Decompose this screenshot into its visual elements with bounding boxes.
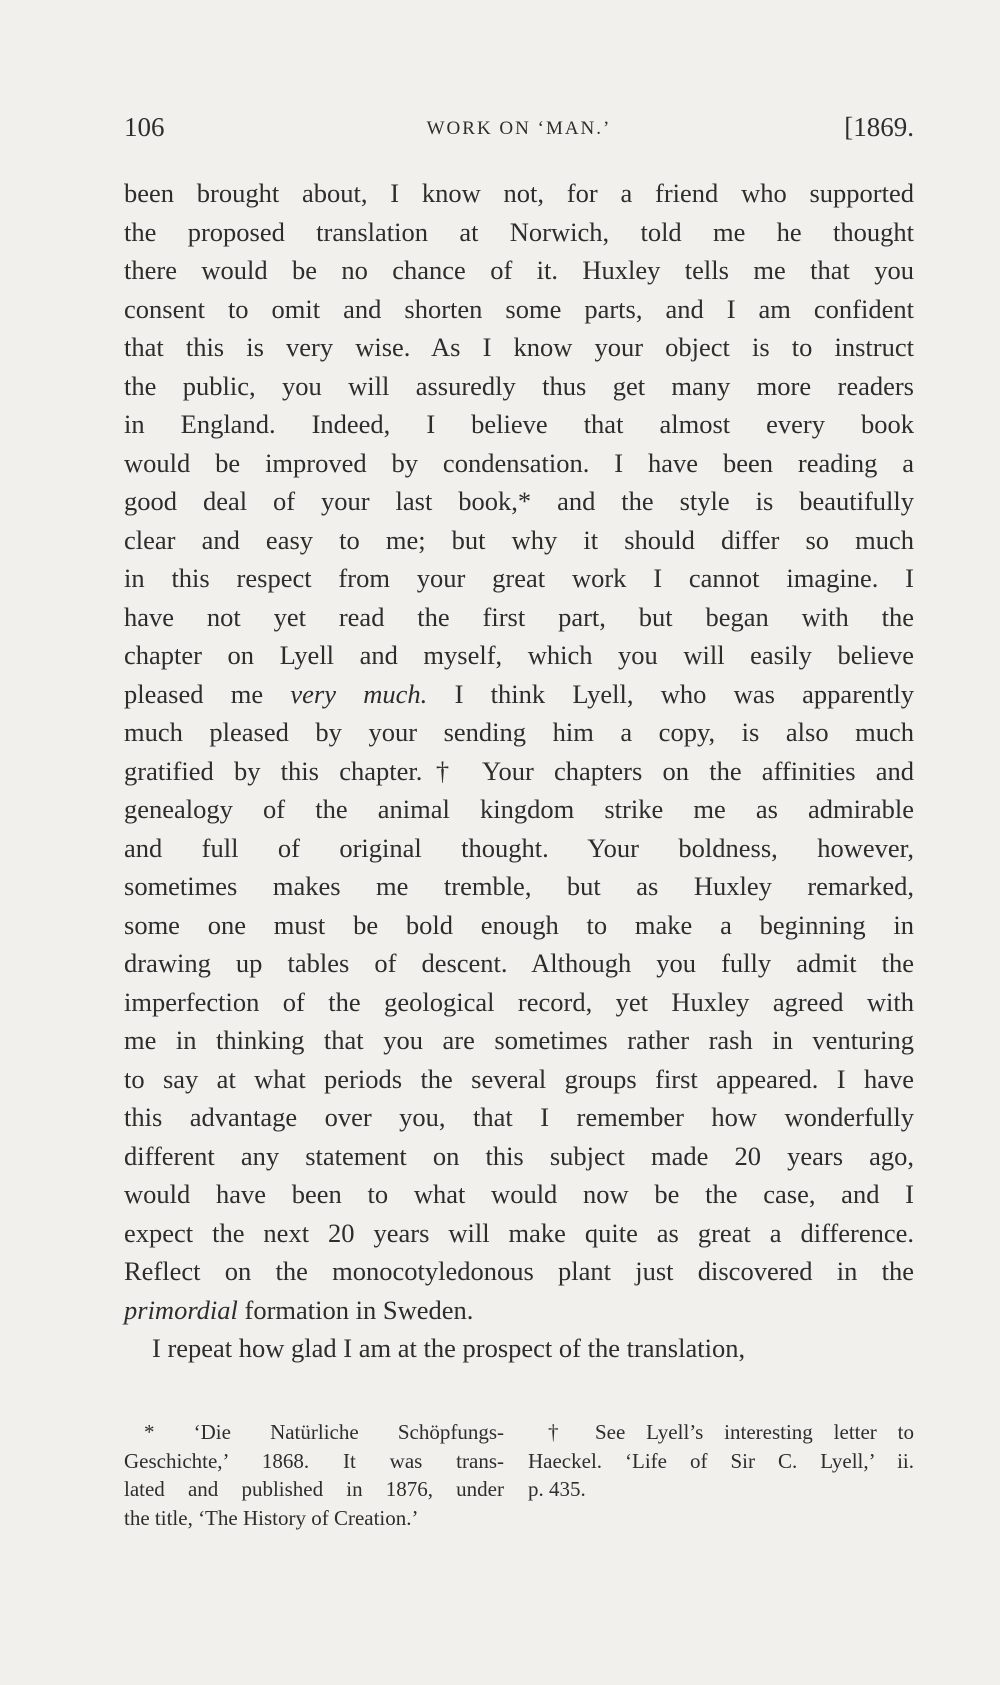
text-segment: formation in Sweden. [237,1294,474,1325]
text-line [124,521,914,560]
text-line [124,405,914,444]
text-segment: different any statement on this subject made 20 years ago, [124,1140,914,1171]
text-line [124,559,914,598]
text-segment: gratified by this chapter.† Your chapters on the affinities and [124,755,914,786]
text-line [124,675,914,714]
text-line [124,1175,914,1214]
text-line [124,713,914,752]
body-text [124,174,914,1368]
text-line [124,1291,914,1330]
text-segment: the public, you will assuredly thus get many more readers [124,370,914,401]
footnote-line: the title, ‘The History of Creation.’ [124,1505,419,1530]
text-line [124,328,914,367]
text-line [124,482,914,521]
text-line [124,1214,914,1253]
text-segment: the proposed translation at Norwich, told me he thought [124,216,914,247]
text-line [124,251,914,290]
footnotes [124,1418,914,1538]
footnote-left [124,1418,504,1532]
text-segment: in this respect from your great work I cannot imagine. I [124,563,914,593]
text-segment: expect the next 20 years will make quite as great a difference. [124,1217,914,1248]
text-line [124,1137,914,1176]
text-line [124,636,914,675]
text-segment: been brought about, I know not, for a friend who supported [124,178,914,208]
text-line [124,1098,914,1137]
text-segment: that this is very wise. As I know your object is to instruct [124,332,914,362]
text-line [124,983,914,1022]
text-line [124,867,914,906]
italic-text: very much. [290,678,428,709]
text-segment: chapter on Lyell and myself, which you will easily believe [124,640,914,670]
text-segment: would have been to what would now be the case, and I [124,1179,914,1209]
text-line [124,906,914,945]
text-segment: this advantage over you, that I remember how wonderfully [124,1102,914,1132]
text-segment: I repeat how glad I am at the prospect of the translation, [152,1333,746,1363]
footnote-line: lated and published in 1876, under [124,1477,504,1501]
text-line [124,367,914,406]
text-segment: in England. Indeed, I believe that almost every book [124,409,914,439]
footnote-line: † See Lyell’s interesting letter to [548,1420,914,1444]
text-segment: good deal of your last book,* and the style is beautifully [124,486,914,516]
text-line [124,1329,914,1368]
text-segment: would be improved by condensation. I have been reading a [124,447,914,478]
text-line [124,829,914,868]
text-segment: some one must be bold enough to make a beginning in [124,909,914,940]
footnote-line: Haeckel. ‘Life of Sir C. Lyell,’ ii. [528,1448,914,1473]
text-segment: I think Lyell, who was apparently [427,678,915,709]
text-segment: drawing up tables of descent. Although you fully admit the [124,948,914,978]
text-line [124,1060,914,1099]
text-segment: to say at what periods the several groups first appeared. I have [124,1063,914,1094]
text-segment: genealogy of the animal kingdom strike me as admirable [124,794,914,824]
text-line [124,598,914,637]
text-line [124,213,914,252]
text-line [124,174,914,213]
text-segment: have not yet read the first part, but began with the [124,601,914,632]
text-segment: much pleased by your sending him a copy, is also much [124,717,914,747]
header-year: [1869. [844,112,914,142]
running-head: WORK ON ‘MAN.’ [426,118,612,139]
page-header [124,112,914,152]
footnote-line: p. 435. [528,1477,586,1501]
text-line [124,944,914,983]
text-line [124,1021,914,1060]
text-segment: and full of original thought. Your boldness, however, [124,832,914,863]
footnote-line: Geschichte,’ 1868. It was trans- [124,1448,504,1473]
text-line [124,290,914,329]
text-line [124,790,914,829]
text-segment: me in thinking that you are sometimes rather rash in venturing [124,1025,914,1055]
text-segment: imperfection of the geological record, yet Huxley agreed with [124,986,914,1017]
text-segment: Reflect on the monocotyledonous plant just discovered in the [124,1256,914,1286]
page-number: 106 [124,112,165,142]
text-segment: clear and easy to me; but why it should differ so much [124,524,914,555]
text-segment: there would be no chance of it. Huxley tells me that you [124,255,914,285]
text-line [124,444,914,483]
text-segment: pleased me [124,678,291,709]
italic-text: primordial [124,1294,238,1325]
text-line [124,1252,914,1291]
text-segment: consent to omit and shorten some parts, and I am confident [124,293,914,324]
footnote-line: * ‘Die Natürliche Schöpfungs- [144,1420,504,1444]
text-line [124,752,914,791]
text-segment: sometimes makes me tremble, but as Huxley remarked, [124,871,914,901]
footnote-right [528,1418,914,1504]
